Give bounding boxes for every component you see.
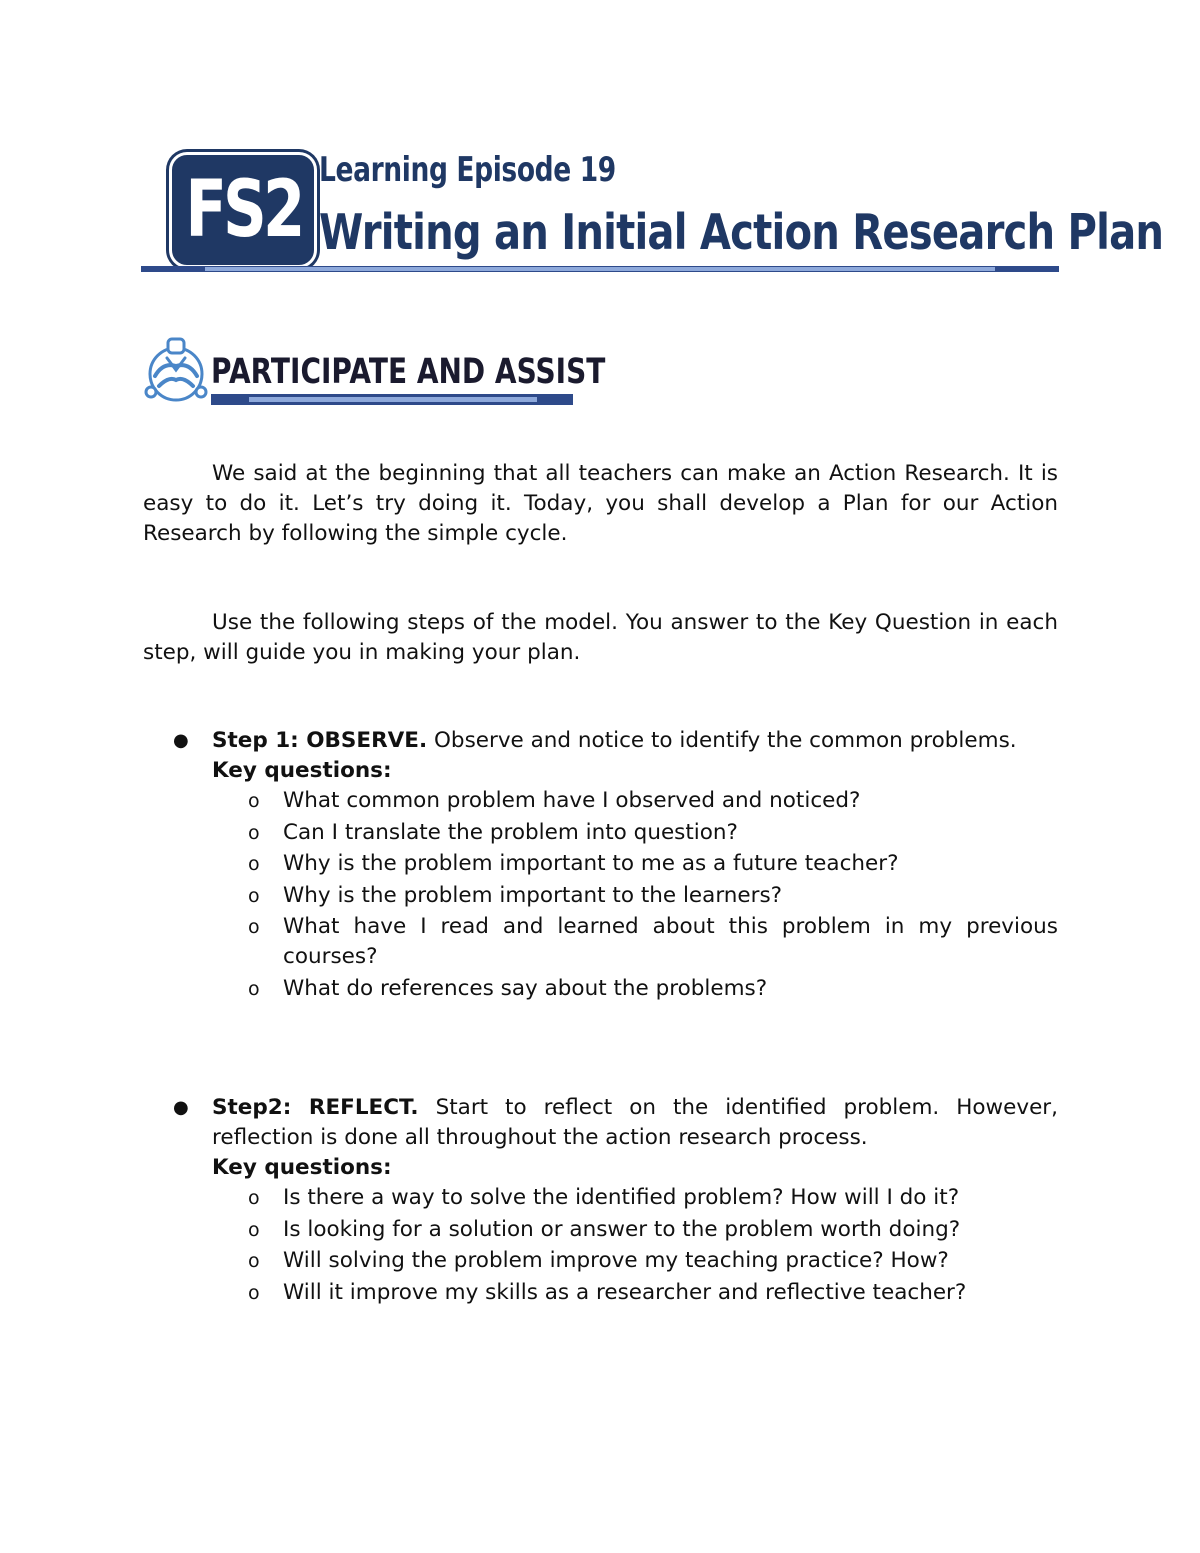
list-item [212, 1183, 1058, 1213]
question-text: Can I translate the problem into question? [283, 819, 738, 845]
bullet-icon: ● [173, 730, 189, 751]
question-text: Why is the problem important to me as a future teacher? [283, 851, 899, 876]
list-item [212, 881, 1058, 911]
header-divider-highlight [205, 267, 995, 271]
question-text: Why is the problem important to the learners? [283, 882, 783, 908]
paragraph-text: We said at the beginning that all teachers can make an Action Research. It is easy to do it. Let’s try doing it. Today, you shall develop a Plan for our Action Research by following the simple cycle. [143, 461, 1058, 546]
question-text: What common problem have I observed and noticed? [283, 788, 861, 813]
instruction-paragraph [143, 608, 1058, 668]
circle-bullet-icon: o [248, 977, 260, 1000]
section-underline-highlight [249, 397, 537, 402]
circle-bullet-icon: o [248, 853, 260, 875]
step-description [212, 1093, 1058, 1153]
circle-bullet-icon: o [248, 884, 260, 907]
hands-together-icon [143, 336, 209, 404]
list-item [212, 974, 1058, 1004]
key-questions-label: Key questions: [212, 1155, 392, 1180]
question-text: Will it improve my skills as a researcher and reflective teacher? [283, 1279, 967, 1305]
circle-bullet-icon: o [248, 916, 260, 938]
question-text: Will solving the problem improve my teaching practice? How? [283, 1248, 949, 1273]
circle-bullet-icon: o [248, 1250, 260, 1272]
question-text: What do references say about the problems? [283, 975, 768, 1001]
question-text: Is there a way to solve the identified problem? How will I do it? [283, 1185, 960, 1210]
section-heading [143, 336, 606, 411]
key-questions-label: Key questions: [212, 758, 392, 783]
list-item [212, 1278, 1058, 1308]
circle-bullet-icon: o [248, 1187, 260, 1209]
question-text: Is looking for a solution or answer to the problem worth doing? [283, 1216, 961, 1242]
step-body: Observe and notice to identify the common problems. [434, 728, 1017, 753]
list-item [212, 786, 1058, 816]
fs2-logo-text: FS2 [185, 165, 302, 255]
circle-bullet-icon: o [248, 821, 260, 844]
bullet-icon: ● [173, 1097, 189, 1118]
question-list [212, 786, 1058, 1004]
intro-paragraph [143, 459, 1058, 549]
section-title: PARTICIPATE AND ASSIST [211, 352, 606, 392]
list-item [212, 1215, 1058, 1245]
step-heading: Step 1: OBSERVE. [212, 728, 428, 753]
circle-bullet-icon: o [248, 1218, 260, 1241]
step-1 [143, 726, 1058, 1005]
question-list [212, 1183, 1058, 1308]
circle-bullet-icon: o [248, 1281, 260, 1304]
list-item [212, 912, 1058, 972]
episode-header [141, 148, 1164, 276]
step-description [212, 726, 1058, 756]
list-item [212, 849, 1058, 879]
episode-label: Learning Episode 19 [319, 150, 616, 190]
step-2 [143, 1093, 1058, 1309]
list-item [212, 818, 1058, 848]
fs2-logo [169, 152, 317, 268]
paragraph-text: Use the following steps of the model. You answer to the Key Question in each step, will guide you in making your plan. [143, 610, 1058, 665]
step-body: Start to reflect on the identified problem. However, reflection is done all throughout the action research process. [212, 1095, 1058, 1150]
page-title: Writing an Initial Action Research Plan [319, 204, 1164, 261]
step-heading: Step2: REFLECT. [212, 1095, 419, 1120]
question-text: What have I read and learned about this problem in my previous courses? [283, 914, 1058, 969]
circle-bullet-icon: o [248, 790, 260, 812]
list-item [212, 1246, 1058, 1276]
